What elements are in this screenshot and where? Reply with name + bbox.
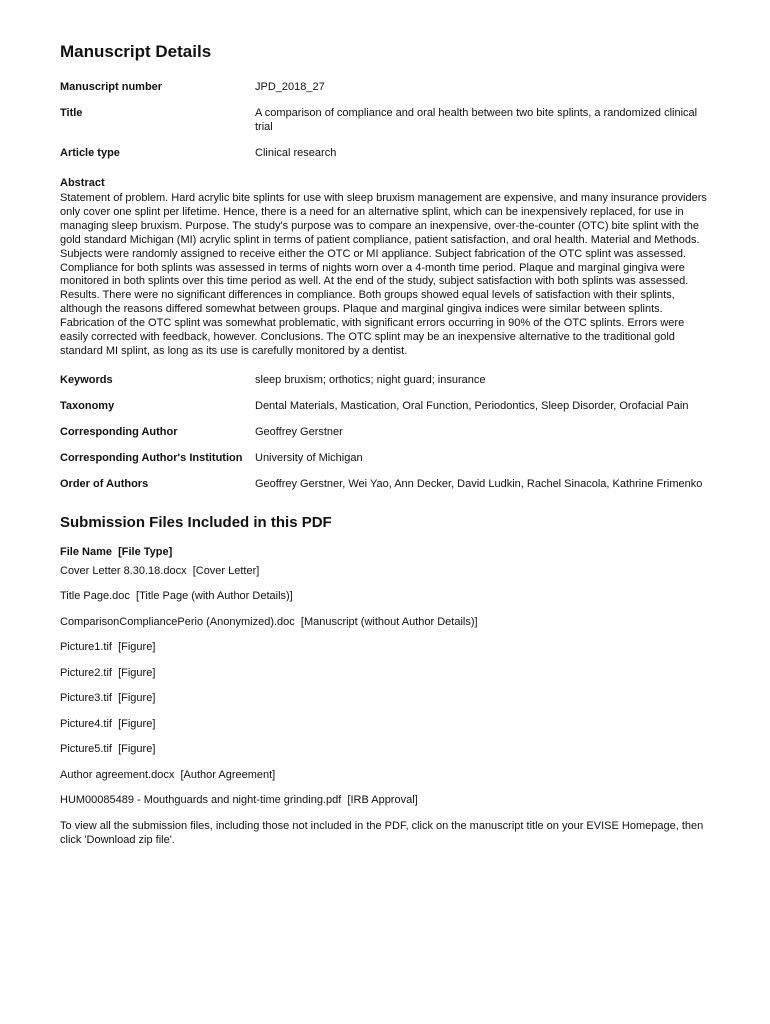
submission-heading: Submission Files Included in this PDF (60, 513, 332, 531)
meta-row-keywords (60, 373, 710, 387)
details-section (60, 80, 710, 160)
detail-row-manuscript-number (60, 80, 710, 94)
detail-value: Clinical research (255, 147, 337, 159)
meta-label: Corresponding Author (60, 425, 178, 438)
files-column-header: File Name [File Type] (60, 545, 173, 558)
meta-label: Corresponding Author's Institution (60, 451, 243, 464)
file-list (60, 564, 710, 808)
meta-value: Geoffrey Gerstner, Wei Yao, Ann Decker, David Ludkin, Rachel Sinacola, Kathrine Frimenko (255, 477, 703, 490)
file-item: Picture1.tif [Figure] (60, 641, 156, 654)
file-item: Cover Letter 8.30.18.docx [Cover Letter] (60, 564, 260, 577)
meta-label: Keywords (60, 373, 113, 386)
detail-value: A comparison of compliance and oral health between two bite splints, a randomized clinical trial (255, 107, 698, 133)
meta-value: University of Michigan (255, 451, 363, 464)
file-item: Picture4.tif [Figure] (60, 717, 156, 730)
detail-label: Manuscript number (60, 81, 163, 93)
meta-value: Dental Materials, Mastication, Oral Function, Periodontics, Sleep Disorder, Orofacial Pain (255, 399, 689, 412)
detail-label: Article type (60, 147, 120, 159)
meta-label: Taxonomy (60, 399, 115, 412)
detail-label: Title (60, 107, 83, 119)
detail-value: JPD_2018_27 (255, 81, 325, 93)
file-item: Picture2.tif [Figure] (60, 666, 156, 679)
detail-row-article-type (60, 146, 710, 160)
file-item: Author agreement.docx [Author Agreement] (60, 768, 276, 781)
file-item: Title Page.doc [Title Page (with Author Details)] (60, 590, 293, 603)
meta-row-corresponding-author (60, 425, 710, 439)
file-item: Picture3.tif [Figure] (60, 692, 156, 705)
file-item: ComparisonCompliancePerio (Anonymized).doc [Manuscript (without Author Details)] (60, 615, 478, 628)
meta-value: sleep bruxism; orthotics; night guard; insurance (255, 373, 486, 386)
document-page (60, 40, 710, 858)
meta-row-institution (60, 451, 710, 465)
abstract-text: Statement of problem. Hard acrylic bite splints for use with sleep bruxism management are expensive, and many insurance providers only cover one splint per lifetime. Hence, there is a need for an alternative splint, which can be inexpensively replaced, for use in managing sleep bruxism. Purpose. The study's purpose was to compare an inexpensive, over-the-counter (OTC) bite splint with the gold standard Michigan (MI) acrylic splint in terms of patient compliance, patient satisfaction, and oral health. Material and Methods. Subjects were randomly assigned to receive either the OTC or MI appliance. Subject fabrication of the OTC splint was assessed. Compliance for both splints was assessed in terms of nights worn over a 4-month time period. Plaque and marginal gingiva were monitored in both splints over this time period as well. At the end of the study, subject satisfaction with both splints was assessed. Results. There were no significant differences in compliance. Both groups showed equal levels of satisfaction with their splints, although the reasons differed somewhat between groups. Plaque and marginal gingiva indices were similar between splints. Fabrication of the OTC splint was somewhat problematic, with significant errors occurring in 90% of the OTC splints. Errors were easily corrected with feedback, however. Conclusions. The OTC splint may be an inexpensive alternative to the traditional gold standard MI splint, as long as its use is carefully monitored by a dentist. (60, 192, 707, 357)
file-item: Picture5.tif [Figure] (60, 743, 156, 756)
page-title: Manuscript Details (60, 42, 212, 61)
meta-value: Geoffrey Gerstner (255, 425, 343, 438)
meta-row-taxonomy (60, 399, 710, 413)
file-item: HUM00085489 - Mouthguards and night-time grinding.pdf [IRB Approval] (60, 794, 418, 807)
download-note: To view all the submission files, including those not included in the PDF, click on the manuscript title on your EVISE Homepage, then click 'Download zip file'. (60, 819, 704, 846)
detail-row-title (60, 106, 710, 134)
meta-section (60, 373, 710, 491)
meta-label: Order of Authors (60, 477, 149, 490)
abstract-heading: Abstract (60, 177, 105, 189)
meta-row-order-of-authors (60, 477, 710, 491)
